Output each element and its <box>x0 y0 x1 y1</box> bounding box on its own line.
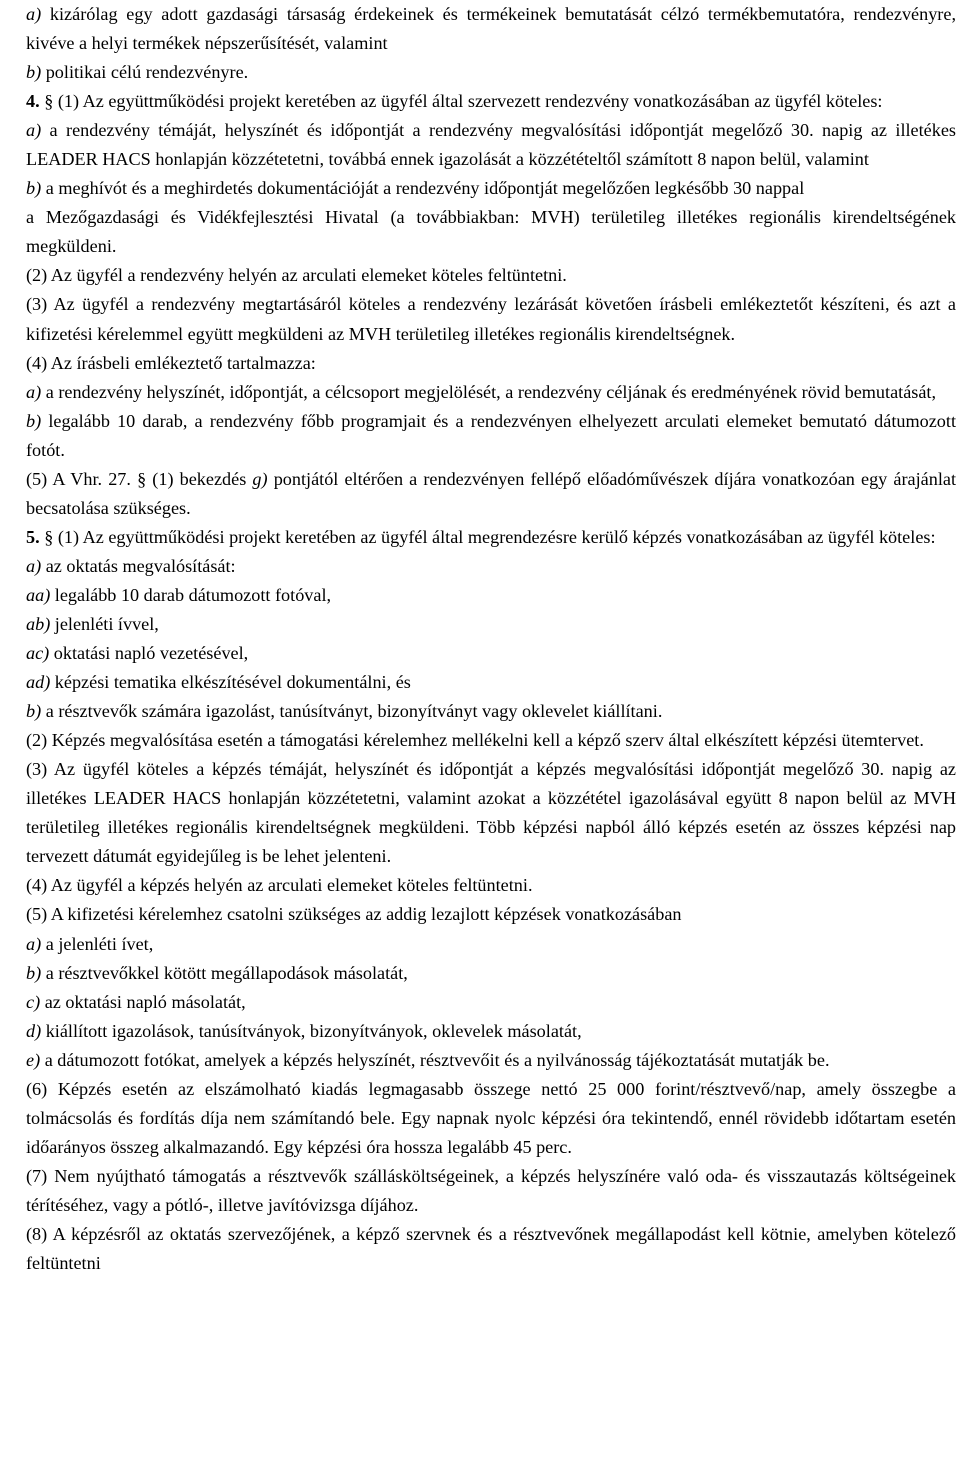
section-4-paragraph-3 <box>4 290 956 348</box>
point-marker: a) <box>26 120 42 141</box>
paragraph-text: kizárólag egy adott gazdasági társaság érdekeinek és termékeinek bemutatását célzó termékbemutatóra, rendezvényre, kivéve a helyi termékek népszerűsítését, valamint <box>26 4 956 54</box>
section-5-paragraph-5 <box>4 900 956 929</box>
paragraph-text: az oktatási napló másolatát, <box>40 991 246 1012</box>
paragraph-text: legalább 10 darab dátumozott fotóval, <box>50 584 332 605</box>
paragraph-text: a meghívót és a meghirdetés dokumentációját a rendezvény időpontját megelőzően legkésőbb 30 nappal <box>41 178 805 199</box>
section-4-point-b <box>4 174 956 203</box>
point-marker: ad) <box>26 672 51 693</box>
section-4-point-a <box>4 116 956 174</box>
section-5-5-point-e <box>4 1046 956 1075</box>
section-5-point-a <box>4 552 956 581</box>
paragraph-text: (8) A képzésről az oktatás szervezőjének, a képző szervnek és a résztvevőnek megállapodást kell kötnie, amelyben kötelező feltüntetni <box>26 1223 956 1274</box>
section-5-5-point-c <box>4 988 956 1017</box>
paragraph-text: a Mezőgazdasági és Vidékfejlesztési Hivatal (a továbbiakban: MVH) területileg illetékes regionális kirendeltségének megküldeni. <box>26 207 956 257</box>
point-marker: b) <box>26 962 42 983</box>
point-marker: a) <box>26 4 42 24</box>
section-5-paragraph-4 <box>4 871 956 900</box>
section-5-point-ac <box>4 639 956 668</box>
section-5-point-aa <box>4 581 956 610</box>
section-5-5-point-d <box>4 1017 956 1046</box>
paragraph-text: (6) Képzés esetén az elszámolható kiadás legmagasabb összege nettó 25 000 forint/résztvevő/nap, amely összegbe a tolmácsolás és fordítás díja nem számítandó bele. Egy napnak nyolc képzési óra tekintendő, ennél rövidebb időtartam esetén időarányos összeg alkalmazandó. Egy képzési óra hossza legalább 45 perc. <box>26 1078 956 1157</box>
section-5-5-point-a <box>4 930 956 959</box>
point-marker: aa) <box>26 584 51 605</box>
point-marker: b) <box>26 410 42 431</box>
section-5-paragraph-6 <box>4 1075 956 1162</box>
paragraph-text: a dátumozott fotókat, amelyek a képzés helyszínét, résztvevőit és a nyilvánosság tájékoztatását mutatják be. <box>40 1049 830 1070</box>
section-4-paragraph-5 <box>4 465 956 523</box>
paragraph-text: oktatási napló vezetésével, <box>49 643 249 664</box>
section-5-point-ab <box>4 610 956 639</box>
paragraph-text: a jelenléti ívet, <box>41 933 154 954</box>
section-number: 5. <box>26 526 40 547</box>
point-marker: a) <box>26 555 42 576</box>
paragraph-text: (5) A kifizetési kérelemhez csatolni szükséges az addig lezajlott képzések vonatkozásában <box>26 904 682 925</box>
paragraph-text: (1) Az együttműködési projekt keretében az ügyfél által megrendezésre kerülő képzés vonatkozásában az ügyfél köteles: <box>53 526 936 547</box>
section-5-point-ad <box>4 668 956 697</box>
section-5-paragraph-1 <box>4 523 956 552</box>
section-number: 4. <box>26 91 40 112</box>
point-marker: b) <box>26 62 42 83</box>
point-marker: a) <box>26 381 42 402</box>
section-5-point-b <box>4 697 956 726</box>
paragraph-text: legalább 10 darab, a rendezvény főbb programjait és a rendezvényen elhelyezett arculati elemeket bemutató dátumozott fotót. <box>26 410 956 460</box>
section-4-paragraph-1 <box>4 87 956 116</box>
section-5-5-point-b <box>4 959 956 988</box>
paragraph-3a-point-b <box>4 58 956 87</box>
point-marker: e) <box>26 1049 41 1070</box>
section-5-paragraph-7 <box>4 1162 956 1220</box>
paragraph-text: (4) Az ügyfél a képzés helyén az arculati elemeket köteles feltüntetni. <box>26 875 533 896</box>
paragraph-text: (3) Az ügyfél köteles a képzés témáját, helyszínét és időpontját a képzés megvalósítási időpontját megelőző 30. napig az illetékes LEADER HACS honlapján közzétetetni, valamint azokat a közzététel igazolásával együtt 8 napon belül az MVH területileg illetékes regionális kirendeltségnek megküldeni. Több képzési napból álló képzés esetén az összes képzési nap tervezett dátumát egyidejűleg is be lehet jelenteni. <box>26 759 956 867</box>
paragraph-text: a résztvevők számára igazolást, tanúsítványt, bizonyítványt vagy oklevelet kiállítani. <box>41 701 663 722</box>
paragraph-text: (2) Képzés megvalósítása esetén a támogatási kérelemhez mellékelni kell a képző szerv által elkészített képzési ütemtervet. <box>26 730 924 751</box>
paragraph-text: a rendezvény témáját, helyszínét és időpontját a rendezvény megvalósítási időpontját megelőző 30. napig az illetékes LEADER HACS honlapján közzétetetni, továbbá ennek igazolását a közzétételtől számított 8 napon belül, valamint <box>26 120 956 170</box>
section-5-paragraph-2 <box>4 726 956 755</box>
point-marker: ab) <box>26 613 51 634</box>
section-4-paragraph-2 <box>4 261 956 290</box>
paragraph-text: (7) Nem nyújtható támogatás a résztvevők szállásköltségeinek, a képzés helyszínére való oda- és visszautazás költségeinek térítéséhez, vagy a pótló-, illetve javítóvizsga díjához. <box>26 1165 956 1215</box>
paragraph-text: (3) Az ügyfél a rendezvény megtartásáról köteles a rendezvény lezárását követően írásbeli emlékeztetőt készíteni, és azt a kifizetési kérelemmel együtt megküldeni az MVH területileg illetékes regionális kirendeltségnek. <box>26 294 956 344</box>
point-marker: ac) <box>26 643 50 664</box>
point-marker: b) <box>26 701 42 722</box>
paragraph-text: a rendezvény helyszínét, időpontját, a célcsoport megjelölését, a rendezvény céljának és eredményének rövid bemutatását, <box>41 381 937 402</box>
paragraph-text: (5) A Vhr. 27. § (1) bekezdés <box>26 468 253 489</box>
point-marker: c) <box>26 991 41 1012</box>
paragraph-text: az oktatás megvalósítását: <box>41 555 236 576</box>
paragraph-text: (2) Az ügyfél a rendezvény helyén az arculati elemeket köteles feltüntetni. <box>26 265 567 286</box>
paragraph-text: pontjától eltérően a rendezvényen fellépő előadóművészek díjára vonatkozóan egy árajánlat becsatolása szükséges. <box>26 468 956 518</box>
section-4-paragraph-4 <box>4 349 956 378</box>
paragraph-3a-point-a <box>4 0 956 58</box>
paragraph-text: politikai célú rendezvényre. <box>41 62 249 83</box>
paragraph-text: képzési tematika elkészítésével dokumentálni, és <box>50 672 411 693</box>
point-marker: g) <box>252 468 268 489</box>
paragraph-text: (4) Az írásbeli emlékeztető tartalmazza: <box>26 352 316 373</box>
paragraph-text: (1) Az együttműködési projekt keretében az ügyfél által szervezett rendezvény vonatkozásában az ügyfél köteles: <box>53 91 883 112</box>
section-4-4-point-b <box>4 407 956 465</box>
section-4-4-point-a <box>4 378 956 407</box>
paragraph-text: a résztvevőkkel kötött megállapodások másolatát, <box>41 962 408 983</box>
section-4-continuation <box>4 203 956 261</box>
point-marker: d) <box>26 1020 42 1041</box>
section-5-paragraph-8 <box>4 1220 956 1278</box>
paragraph-text: kiállított igazolások, tanúsítványok, bizonyítványok, oklevelek másolatát, <box>41 1020 582 1041</box>
section-sign: § <box>39 91 54 112</box>
point-marker: b) <box>26 178 42 199</box>
point-marker: a) <box>26 933 42 954</box>
section-sign: § <box>39 526 54 547</box>
section-5-paragraph-3 <box>4 755 956 871</box>
paragraph-text: jelenléti ívvel, <box>50 613 159 634</box>
